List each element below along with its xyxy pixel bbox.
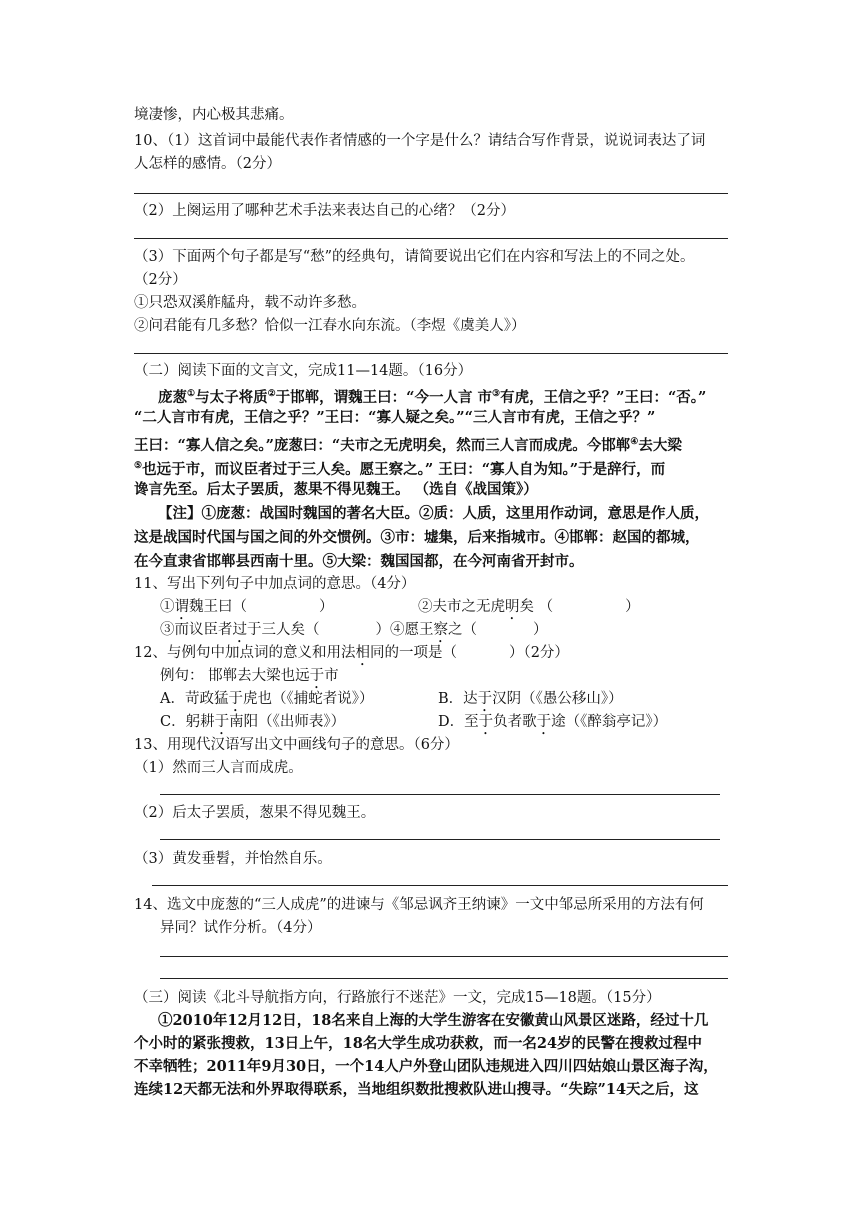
answer-line (134, 193, 728, 194)
passage-line-2: “二人言市有虎，王信之乎？”王曰：“寡人疑之矣。”“三人言市有虎，王信之乎？” (134, 409, 656, 426)
passage-line-1: 庞葱①与太子将质②于邯郸，谓魏王曰：“今一人言 市③有虎，王信之乎？”王曰：“否。” (158, 388, 707, 406)
article-line-2: 个小时的紧张搜救，13日上午，18名大学生成功获救，而一名24岁的民警在搜救过程中 (134, 1035, 703, 1052)
passage-line-3: 王曰：“寡人信之矣。”庞葱曰：“夫市之无虎明矣，然而三人言而成虎。今邯郸④去大梁 (134, 436, 682, 454)
answer-line (160, 956, 728, 957)
answer-line (160, 978, 728, 979)
article-line-3: 不幸牺牲；2011年9月30日，一个14人户外登山团队违规进入四川四姑娘山景区海子沟， (134, 1058, 718, 1075)
answer-line (160, 794, 720, 795)
article-line-4: 连续12天都无法和外界取得联系，当地组织数批搜救队进山搜寻。“失踪”14天之后，这 (134, 1081, 699, 1098)
answer-line (160, 839, 720, 840)
question-10-line-2: 人怎样的感情。（2分） (134, 156, 281, 172)
section-3-heading: （三）阅读《北斗导航指方向，行路旅行不迷茫》一文，完成15—18题。（15分） (134, 990, 661, 1006)
question-13: 13、用现代汉语写出文中画线句子的意思。（6分） (134, 737, 459, 753)
question-13-2: （2）后太子罢质，葱果不得见魏王。 (134, 805, 376, 821)
option-b: B．达于汉阴（《愚公移山》） (438, 691, 623, 707)
option-d: D．至于负者歌于途（《醉翁亭记》） (438, 714, 668, 730)
question-11-item-c-d: ③而议臣者过于三人矣（ ）④愿王察之（ ） (160, 622, 548, 638)
question-14-line-1: 14、选文中庞葱的“三人成虎”的进谏与《邹忌讽齐王纳谏》一文中邹忌所采用的方法有何 (134, 897, 704, 913)
option-c: C．躬耕于南阳（《出师表》） (160, 714, 346, 730)
quote-2: ②问君能有几多愁？恰似一江春水向东流。（李煜《虞美人》） (134, 318, 526, 334)
option-a: A．苛政猛于虎也（《捕蛇者说》） (160, 691, 374, 707)
question-10-line-1: 10、（1）这首词中最能代表作者情感的一个字是什么？请结合写作背景，说说词表达了词 (134, 133, 706, 149)
question-10-3: （3）下面两个句子都是写“愁”的经典句，请简要说出它们在内容和写法上的不同之处。 (134, 249, 695, 265)
note-line-1: 【注】①庞葱：战国时魏国的著名大臣。②质：人质，这里用作动词，意思是作人质， (158, 505, 709, 522)
question-12: 12、与例句中加点词的意义和用法相同的一项是（ ）（2分） (134, 645, 569, 661)
intro-line: 境凄惨，内心极其悲痛。 (134, 107, 294, 123)
note-line-3: 在今直隶省邯郸县西南十里。⑤大梁：魏国国都，在今河南省开封市。 (134, 553, 584, 570)
answer-line (134, 238, 728, 239)
quote-1: ①只恐双溪舴艋舟，载不动许多愁。 (134, 295, 366, 311)
answer-line (134, 353, 728, 354)
article-line-1: ①2010年12月12日，18名来自上海的大学生游客在安徽黄山风景区迷路，经过十几 (158, 1012, 709, 1029)
note-line-2: 这是战国时代国与国之间的外交惯例。③市：墟集，后来指城市。④邯郸：赵国的都城， (134, 529, 700, 546)
section-2-heading: （二）阅读下面的文言文，完成11—14题。（16分） (134, 363, 473, 379)
question-13-3: （3）黄发垂髫，并怡然自乐。 (134, 851, 332, 867)
answer-line (152, 885, 728, 886)
question-13-1: （1）然而三人言而成虎。 (134, 760, 303, 776)
question-11: 11、写出下列句子中加点词的意思。（4分） (134, 576, 416, 592)
passage-line-5: 谗言先至。后太子罢质，葱果不得见魏王。 （选自《战国策》） (134, 481, 538, 498)
question-14-line-2: 异同？试作分析。（4分） (160, 920, 322, 936)
question-10-2: （2）上阕运用了哪种艺术手法来表达自己的心绪？（2分） (134, 203, 515, 219)
passage-line-4: ⑤也远于市，而议臣者过于三人矣。愿王察之。” 王曰：“寡人自为知。”于是辞行，而 (134, 460, 666, 478)
example-sentence: 例句： 邯郸去大梁也远于市 (160, 668, 339, 684)
question-10-3-points: （2分） (134, 272, 187, 288)
question-11-item-a: ①谓魏王曰（ ） (160, 599, 334, 615)
question-11-item-b: ②夫市之无虎明矣 （ ） (418, 599, 640, 615)
